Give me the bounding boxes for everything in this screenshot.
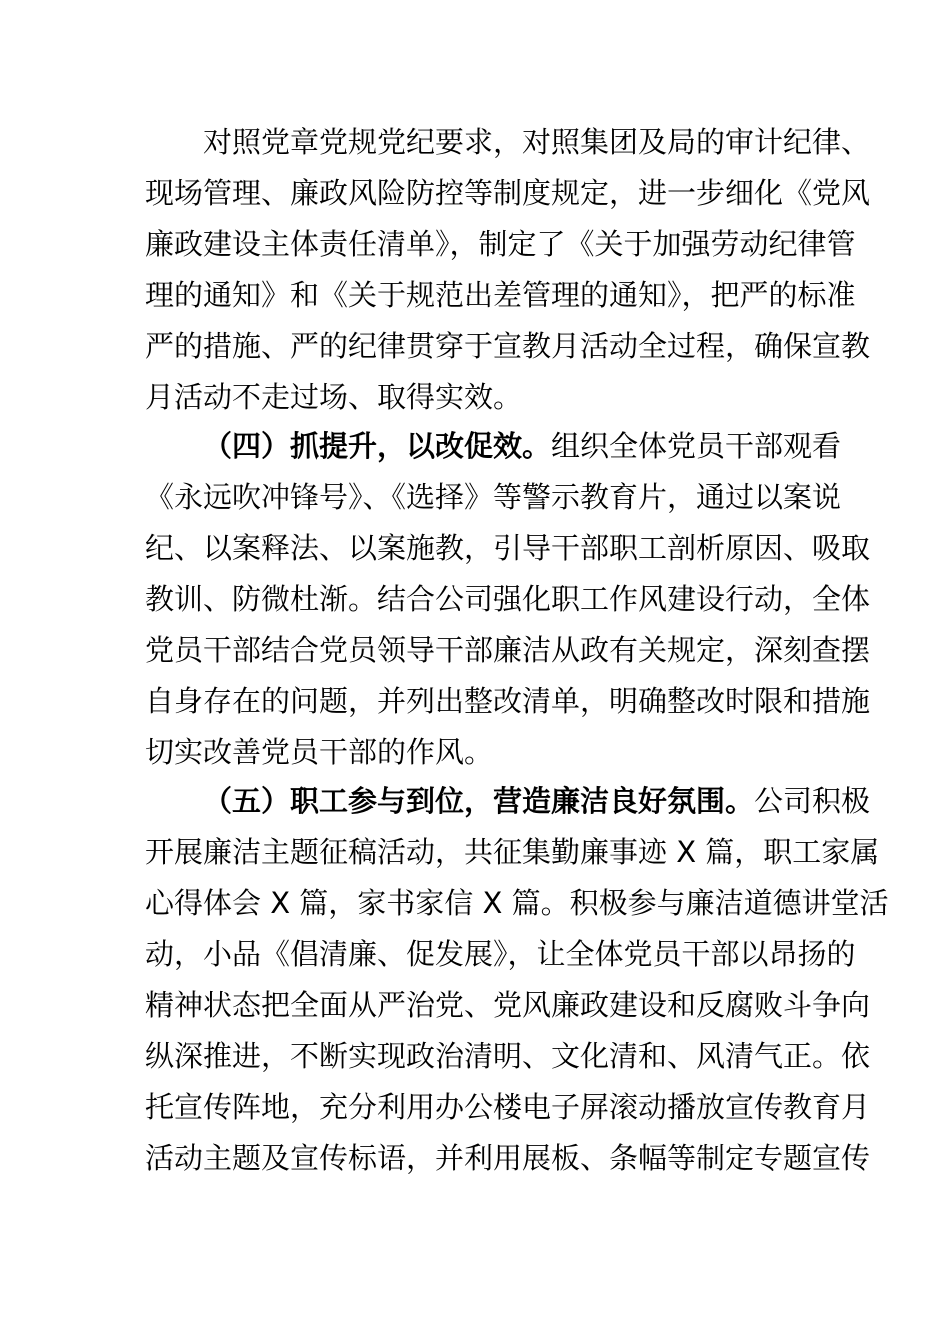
section-heading-five: （五）职工参与到位，营造廉洁良好氛围。 (203, 784, 755, 818)
text-line: 廉政建设主体责任清单》，制定了《关于加强劳动纪律管 (145, 227, 856, 261)
text-line: 教训、防微杜渐。结合公司强化职工作风建设行动，全体 (145, 582, 871, 616)
paragraph-discipline (145, 117, 871, 423)
text-line (145, 776, 871, 827)
text-line: 开展廉洁主题征稿活动，共征集勤廉事迹 X 篇，职工家属 (145, 835, 880, 869)
section-heading-four: （四）抓提升，以改促效。 (203, 429, 552, 463)
text-run: 组织全体党员干部观看 (551, 429, 842, 463)
paragraph-improvement (145, 421, 871, 778)
text-line: 活动主题及宣传标语，并利用展板、条幅等制定专题宣传 (145, 1141, 871, 1175)
paragraph-participation (145, 776, 889, 1184)
text-line: 精神状态把全面从严治党、党风廉政建设和反腐败斗争向 (145, 988, 871, 1022)
text-line: 现场管理、廉政风险防控等制度规定，进一步细化《党风 (145, 176, 871, 210)
text-line: 党员干部结合党员领导干部廉洁从政有关规定，深刻查摆 (145, 633, 871, 667)
text-line: 月活动不走过场、取得实效。 (145, 380, 523, 414)
text-line: 动，小品《倡清廉、促发展》，让全体党员干部以昂扬的 (145, 937, 856, 971)
text-line: 《永远吹冲锋号》、《选择》等警示教育片，通过以案说 (145, 480, 842, 514)
text-line: 纪、以案释法、以案施教，引导干部职工剖析原因、吸取 (145, 531, 871, 565)
text-line: 自身存在的问题，并列出整改清单，明确整改时限和措施 (145, 684, 871, 718)
text-line: 纵深推进，不断实现政治清明、文化清和、风清气正。依 (145, 1039, 871, 1073)
text-line: 对照党章党规党纪要求，对照集团及局的审计纪律、 (203, 125, 871, 159)
text-line: 心得体会 X 篇，家书家信 X 篇。积极参与廉洁道德讲堂活 (145, 886, 889, 920)
text-line: 严的措施、严的纪律贯穿于宣教月活动全过程，确保宣教 (145, 329, 871, 363)
text-line: 切实改善党员干部的作风。 (145, 735, 494, 769)
text-line: 托宣传阵地，充分利用办公楼电子屏滚动播放宣传教育月 (145, 1090, 871, 1124)
text-line: 理的通知》和《关于规范出差管理的通知》，把严的标准 (145, 278, 856, 312)
text-run: 公司积极 (754, 784, 871, 818)
text-line (145, 421, 842, 472)
